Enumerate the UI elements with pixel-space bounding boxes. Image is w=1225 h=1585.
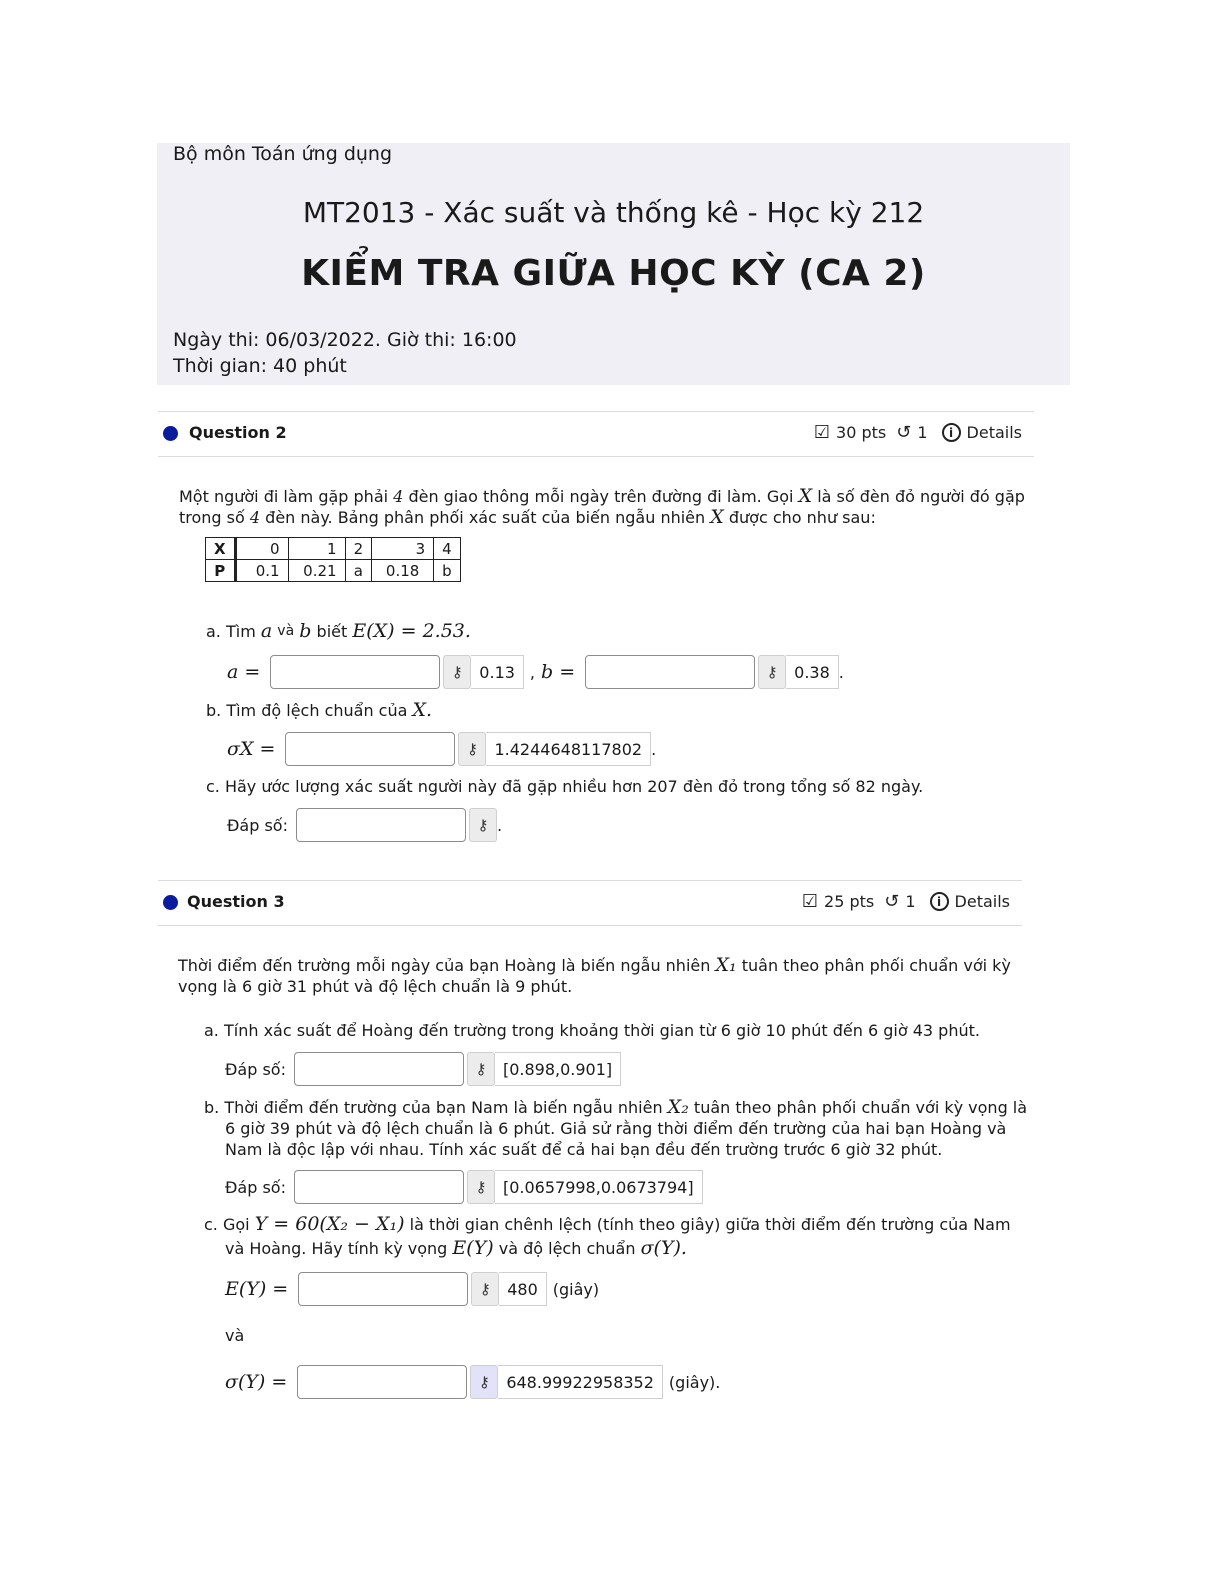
attempts-label: 1 — [905, 892, 916, 911]
key-icon[interactable]: ⚷ — [443, 655, 471, 689]
exam-duration: Thời gian: 40 phút — [173, 355, 347, 377]
answer-a-input[interactable] — [270, 655, 440, 689]
table-cell: 4 — [434, 538, 461, 560]
exam-title: KIỂM TRA GIỮA HỌC KỲ (CA 2) — [301, 253, 926, 294]
q2-part-c-prompt: c. Hãy ước lượng xác suất người này đã gặp nhiều hơn 207 đèn đỏ trong tổng số 82 ngày. — [206, 777, 924, 796]
status-dot-icon — [163, 895, 178, 910]
course-title: MT2013 - Xác suất và thống kê - Học kỳ 212 — [302, 196, 925, 229]
details-link[interactable]: Details — [954, 892, 1010, 911]
answer-label: Đáp số: — [227, 815, 288, 835]
table-cell: b — [434, 560, 461, 582]
answer-label: Đáp số: — [225, 1177, 286, 1197]
key-icon[interactable]: ⚷ — [758, 655, 786, 689]
status-dot-icon — [163, 426, 178, 441]
label-ey: E(Y) = — [225, 1278, 289, 1300]
q2-part-b-answer-row: σX = ⚷ 1.4244648117802 . — [227, 732, 656, 766]
answer-value: [0.0657998,0.0673794] — [495, 1170, 703, 1204]
table-cell: 3 — [372, 538, 434, 560]
q3-part-a-answer-row — [225, 1052, 621, 1086]
unit-label: (giây) — [552, 1279, 600, 1299]
table-cell: X — [206, 538, 236, 560]
q3-part-a-prompt: a. Tính xác suất để Hoàng đến trường trong khoảng thời gian từ 6 giờ 10 phút đến 6 giờ 43 phút. — [204, 1021, 980, 1040]
table-row — [206, 538, 461, 560]
conjunction-label: và — [225, 1326, 245, 1345]
department-label: Bộ môn Toán ứng dụng — [173, 143, 393, 165]
retry-icon: ↺ — [884, 891, 900, 912]
q3-part-c-ey-row — [225, 1272, 599, 1306]
answer-label: Đáp số: — [225, 1059, 286, 1079]
q3-part-c-sigma-row — [225, 1365, 720, 1399]
question-3-intro: Thời điểm đến trường mỗi ngày của bạn Hoàng là biến ngẫu nhiên X₁ tuân theo phân phối chuẩn với kỳ vọng là 6 giờ 31 phút và độ lệch chuẩn là 9 phút. — [178, 954, 1011, 996]
answer-sigma-y-value: 648.99922958352 — [498, 1365, 663, 1399]
answer-value: [0.898,0.901] — [495, 1052, 621, 1086]
answer-input[interactable] — [294, 1170, 464, 1204]
answer-sigma-input[interactable] — [285, 732, 455, 766]
key-icon[interactable]: ⚷ — [467, 1170, 495, 1204]
q2-part-c-answer-row: Đáp số: ⚷ . — [227, 808, 502, 842]
question-title: Question 2 — [189, 423, 287, 442]
label-sigma-y: σ(Y) = — [225, 1371, 288, 1393]
table-cell: 0.18 — [372, 560, 434, 582]
question-meta — [802, 891, 1010, 912]
answer-b-value: 0.38 — [786, 655, 839, 689]
question-3-header — [158, 880, 1022, 926]
q2-part-b-prompt: b. Tìm độ lệch chuẩn của X. — [206, 699, 433, 721]
info-icon[interactable]: i — [930, 892, 949, 911]
details-link[interactable]: Details — [966, 423, 1022, 442]
question-2-header — [158, 411, 1034, 457]
unit-label: (giây). — [668, 1372, 721, 1392]
table-cell: 1 — [288, 538, 345, 560]
answer-sigma-value: 1.4244648117802 — [486, 732, 651, 766]
table-cell: 0.21 — [288, 560, 345, 582]
q2-part-a-answer-row: a = ⚷ 0.13 , b = ⚷ 0.38 . — [227, 655, 844, 689]
table-cell: 0.1 — [235, 560, 288, 582]
retry-icon: ↺ — [896, 422, 912, 443]
question-2-intro: Một người đi làm gặp phải 4 đèn giao thông mỗi ngày trên đường đi làm. Gọi X là số đèn đỏ người đó gặp trong số 4 đèn này. Bảng phân phối xác suất của biến ngẫu nhiên X được cho như sau: — [179, 485, 1025, 528]
answer-ey-input[interactable] — [298, 1272, 468, 1306]
answer-input[interactable] — [294, 1052, 464, 1086]
key-icon[interactable]: ⚷ — [470, 1365, 498, 1399]
label-sigma: σX = — [227, 738, 276, 760]
question-title: Question 3 — [187, 892, 285, 911]
table-cell: a — [345, 560, 372, 582]
q3-part-c-prompt: c. Gọi Y = 60(X₂ − X₁) là thời gian chênh lệch (tính theo giây) giữa thời điểm đến trường của Nam và Hoàng. Hãy tính kỳ vọng E(Y) và độ lệch chuẩn σ(Y). — [204, 1213, 1011, 1259]
key-icon[interactable]: ⚷ — [467, 1052, 495, 1086]
table-cell: 2 — [345, 538, 372, 560]
exam-date: Ngày thi: 06/03/2022. Giờ thi: 16:00 — [173, 329, 517, 351]
answer-b-input[interactable] — [585, 655, 755, 689]
attempts-label: 1 — [917, 423, 928, 442]
table-cell: 0 — [235, 538, 288, 560]
q2-part-a-prompt: a. Tìm a và b biết E(X) = 2.53. — [206, 620, 471, 642]
checkbox-icon: ☑ — [801, 891, 819, 912]
answer-a-value: 0.13 — [471, 655, 524, 689]
key-icon[interactable]: ⚷ — [471, 1272, 499, 1306]
answer-ey-value: 480 — [499, 1272, 547, 1306]
label-b: b = — [541, 661, 576, 683]
points-label: 30 pts — [836, 423, 887, 442]
distribution-table — [205, 537, 461, 582]
table-cell: P — [206, 560, 236, 582]
checkbox-icon: ☑ — [813, 422, 831, 443]
q3-part-b-answer-row — [225, 1170, 703, 1204]
table-row — [206, 560, 461, 582]
question-meta — [814, 422, 1022, 443]
q3-part-b-prompt: b. Thời điểm đến trường của bạn Nam là biến ngẫu nhiên X₂ tuân theo phân phối chuẩn với kỳ vọng là 6 giờ 39 phút và độ lệch chuẩn là 6 phút. Giả sử rằng thời điểm đến trường của hai bạn Hoàng và Nam là độc lập với nhau. Tính xác suất để cả hai bạn đều đến trường trước 6 giờ 32 phút. — [204, 1096, 1028, 1159]
answer-c-input[interactable] — [296, 808, 466, 842]
answer-sigma-y-input[interactable] — [297, 1365, 467, 1399]
info-icon[interactable]: i — [942, 423, 961, 442]
key-icon[interactable]: ⚷ — [469, 808, 497, 842]
label-a: a = — [227, 661, 261, 683]
key-icon[interactable]: ⚷ — [458, 732, 486, 766]
points-label: 25 pts — [824, 892, 875, 911]
